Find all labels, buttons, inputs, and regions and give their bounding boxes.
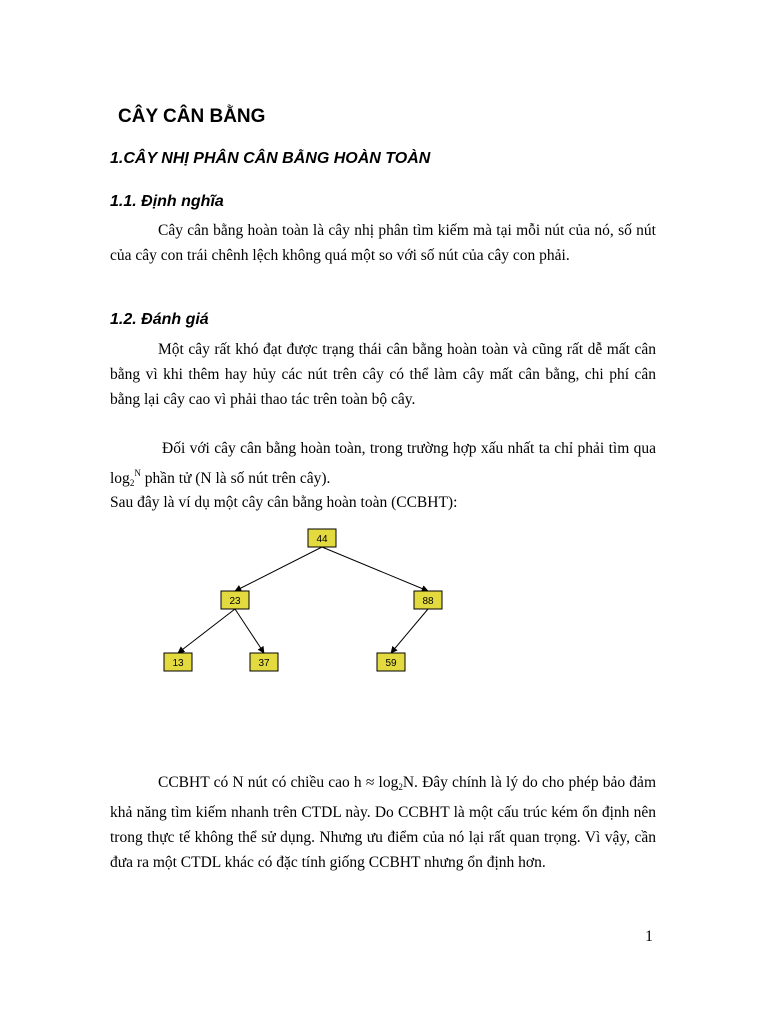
worst-case-text-end: phần tử (N là số nút trên cây). [140, 470, 331, 487]
tree-node-59 [377, 653, 405, 671]
tree-node-label: 13 [172, 658, 184, 669]
tree-node-label: 23 [229, 596, 241, 607]
section-heading-1-2: 1.2. Đánh giá [110, 311, 209, 328]
page-title: CÂY CÂN BẰNG [118, 106, 266, 127]
tree-edge-n44-n88 [322, 547, 428, 591]
worst-case-paragraph [110, 436, 656, 496]
tree-node-label: 88 [422, 596, 434, 607]
tree-node-label: 59 [385, 658, 397, 669]
tree-node-88 [414, 591, 442, 609]
definition-paragraph: Cây cân bằng hoàn toàn là cây nhị phân tìm kiếm mà tại mỗi nút của nó, số nút của cây con trái chênh lệch không quá một so với số nút của cây con phải. [110, 222, 656, 264]
log-base-2: 2 [398, 782, 403, 792]
tree-edge-n88-n59 [391, 609, 428, 653]
balanced-tree-diagram [150, 520, 470, 680]
evaluation-paragraph: Một cây rất khó đạt được trạng thái cân bằng hoàn toàn và cũng rất dễ mất cân bằng vì khi thêm hay hủy các nút trên cây có thể làm cây mất cân bằng, chi phí cân bằng lại cây cao vì phải thao tác trên toàn bộ cây. [110, 341, 656, 408]
section-heading-1-1: 1.1. Định nghĩa [110, 193, 224, 210]
tree-edge-n44-n23 [235, 547, 322, 591]
conclusion-text-end: N. Đây chính là lý do cho phép bảo đảm khả năng tìm kiếm nhanh trên CTDL này. Do CCBHT là một cấu trúc kém ổn định nên trong thực tế không thể sử dụng. Nhưng ưu điểm của nó lại rất quan trọng. Vì vậy, cần đưa ra một CTDL khác có đặc tính giống CCBHT nhưng ổn định hơn. [110, 774, 656, 871]
tree-node-23 [221, 591, 249, 609]
conclusion-paragraph [110, 770, 656, 875]
tree-node-label: 44 [316, 534, 328, 545]
example-intro: Sau đây là ví dụ một cây cân bằng hoàn toàn (CCBHT): [110, 494, 458, 511]
tree-node-37 [250, 653, 278, 671]
conclusion-text: CCBHT có N nút có chiều cao h ≈ log [158, 774, 399, 791]
tree-node-label: 37 [258, 658, 270, 669]
tree-node-44 [308, 529, 336, 547]
tree-edge-n23-n13 [178, 609, 235, 653]
log-exponent: N [134, 468, 141, 478]
worst-case-text: Đối với cây cân bằng hoàn toàn, trong trường hợp xấu nhất ta chỉ phải tìm qua log [110, 440, 656, 487]
section-heading-1: 1.CÂY NHỊ PHÂN CÂN BẰNG HOÀN TOÀN [110, 150, 431, 167]
log-base: 2 [129, 478, 135, 488]
tree-edge-n23-n37 [235, 609, 264, 653]
page-number: 1 [645, 928, 653, 945]
tree-node-13 [164, 653, 192, 671]
